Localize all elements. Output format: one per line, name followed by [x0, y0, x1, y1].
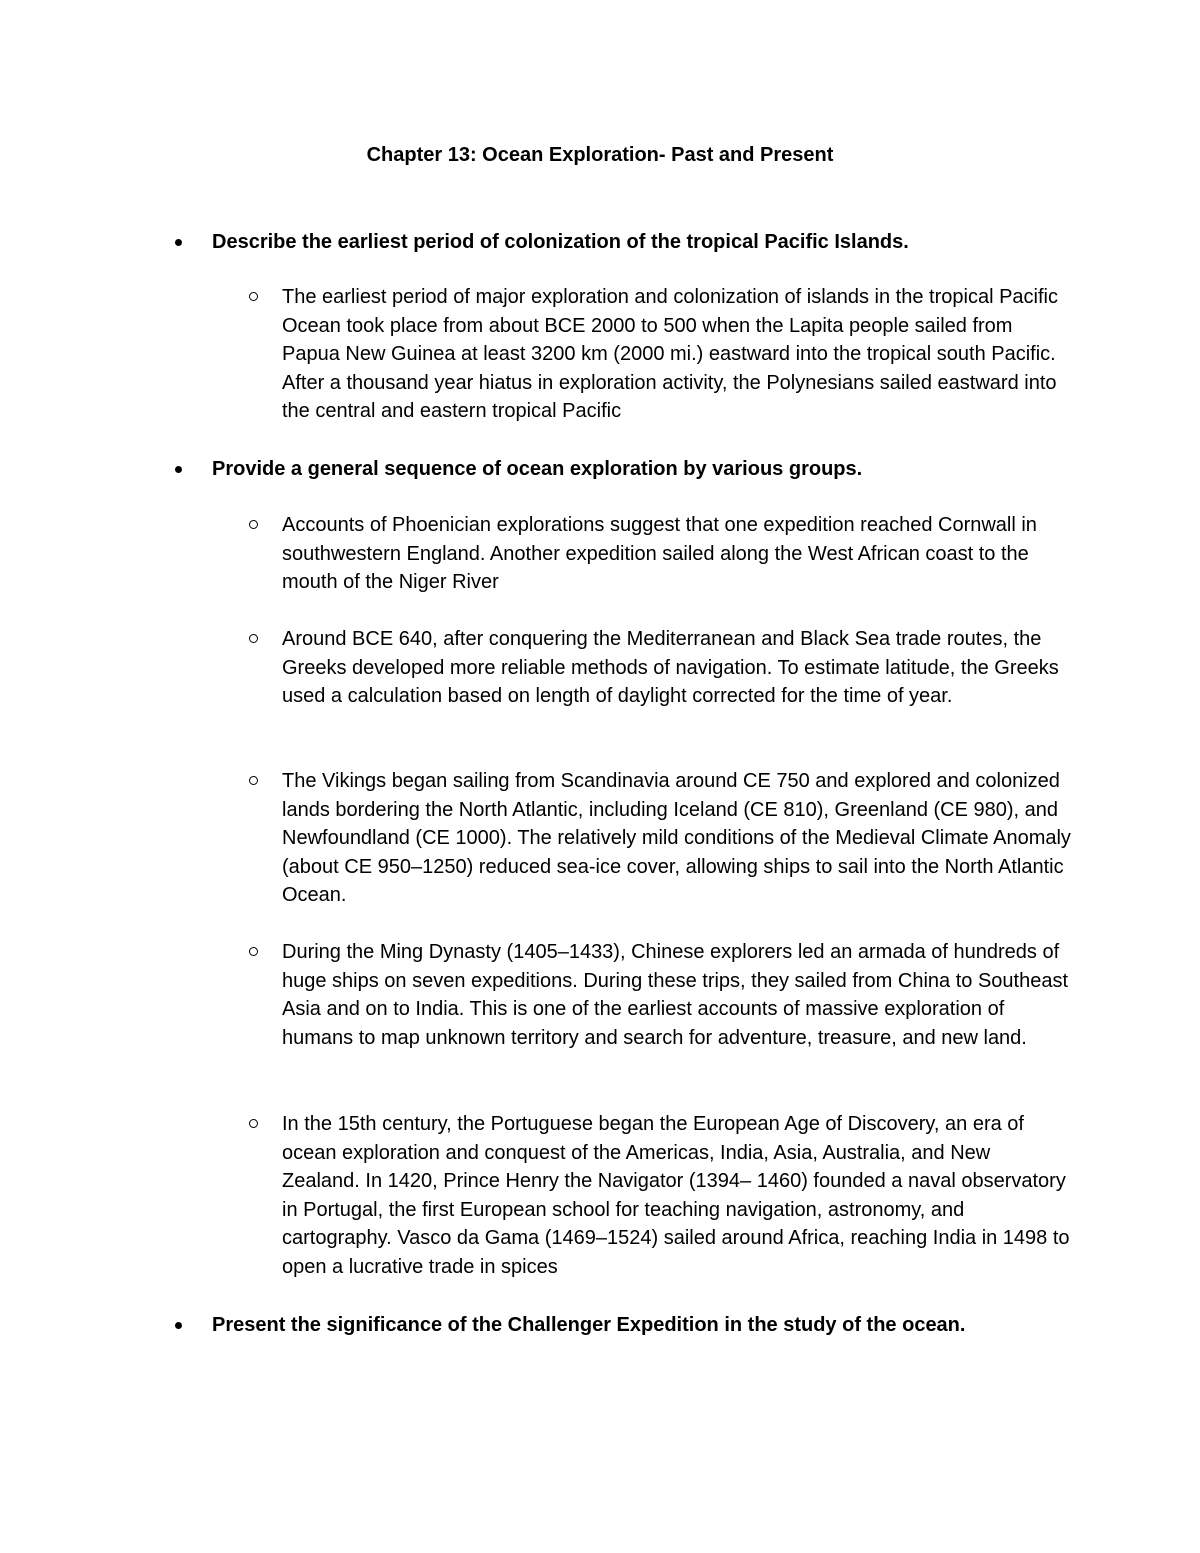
question-1	[212, 228, 909, 256]
filled-bullet-icon	[175, 466, 182, 473]
answer-text: The Vikings began sailing from Scandinavia around CE 750 and explored and colonized lands bordering the North Atlantic, including Iceland (CE 810), Greenland (CE 980), and Newfoundland (CE 1000). The relatively mild conditions of the Medieval Climate Anomaly (about CE 950–1250) reduced sea-ice cover, allowing ships to sail into the North Atlantic Ocean.	[282, 770, 1071, 906]
question-2	[212, 455, 862, 483]
question-text: Present the significance of the Challenger Expedition in the study of the ocean.	[212, 1314, 966, 1336]
answer-text: The earliest period of major exploration and colonization of islands in the tropical Pacific Ocean took place from about BCE 2000 to 500 when the Lapita people sailed from Papua New Guinea at least 3200 km (2000 mi.) eastward into the tropical south Pacific. After a thousand year hiatus in exploration activity, the Polynesians sailed eastward into the central and eastern tropical Pacific	[282, 286, 1058, 422]
answer-2-2	[282, 625, 1072, 711]
filled-bullet-icon	[175, 239, 182, 246]
answer-text: During the Ming Dynasty (1405–1433), Chinese explorers led an armada of hundreds of huge ships on seven expeditions. During these trips, they sailed from China to Southeast Asia and on to India. This is one of the earliest accounts of massive exploration of humans to map unknown territory and search for adventure, treasure, and new land.	[282, 941, 1069, 1049]
answer-text: Around BCE 640, after conquering the Mediterranean and Black Sea trade routes, the Greeks developed more reliable methods of navigation. To estimate latitude, the Greeks used a calculation based on length of daylight corrected for the time of year.	[282, 628, 1059, 707]
answer-2-4	[282, 938, 1072, 1052]
answer-2-5	[282, 1110, 1072, 1281]
answer-2-1	[282, 511, 1072, 597]
answer-1-1	[282, 283, 1072, 426]
page-title: Chapter 13: Ocean Exploration- Past and Present	[366, 144, 834, 166]
hollow-bullet-icon	[249, 947, 258, 956]
hollow-bullet-icon	[249, 292, 258, 301]
answer-2-3	[282, 767, 1072, 910]
question-text: Describe the earliest period of colonization of the tropical Pacific Islands.	[212, 231, 909, 253]
question-text: Provide a general sequence of ocean exploration by various groups.	[212, 458, 863, 480]
hollow-bullet-icon	[249, 520, 258, 529]
hollow-bullet-icon	[249, 1119, 258, 1128]
hollow-bullet-icon	[249, 634, 258, 643]
answer-text: Accounts of Phoenician explorations suggest that one expedition reached Cornwall in southwestern England. Another expedition sailed along the West African coast to the mouth of the Niger River	[282, 514, 1037, 593]
answer-text: In the 15th century, the Portuguese began the European Age of Discovery, an era of ocean exploration and conquest of the Americas, India, Asia, Australia, and New Zealand. In 1420, Prince Henry the Navigator (1394– 1460) founded a naval observatory in Portugal, the first European school for teaching navigation, astronomy, and cartography. Vasco da Gama (1469–1524) sailed around Africa, reaching India in 1498 to open a lucrative trade in spices	[282, 1113, 1070, 1278]
filled-bullet-icon	[175, 1322, 182, 1329]
hollow-bullet-icon	[249, 776, 258, 785]
question-3	[212, 1311, 965, 1339]
